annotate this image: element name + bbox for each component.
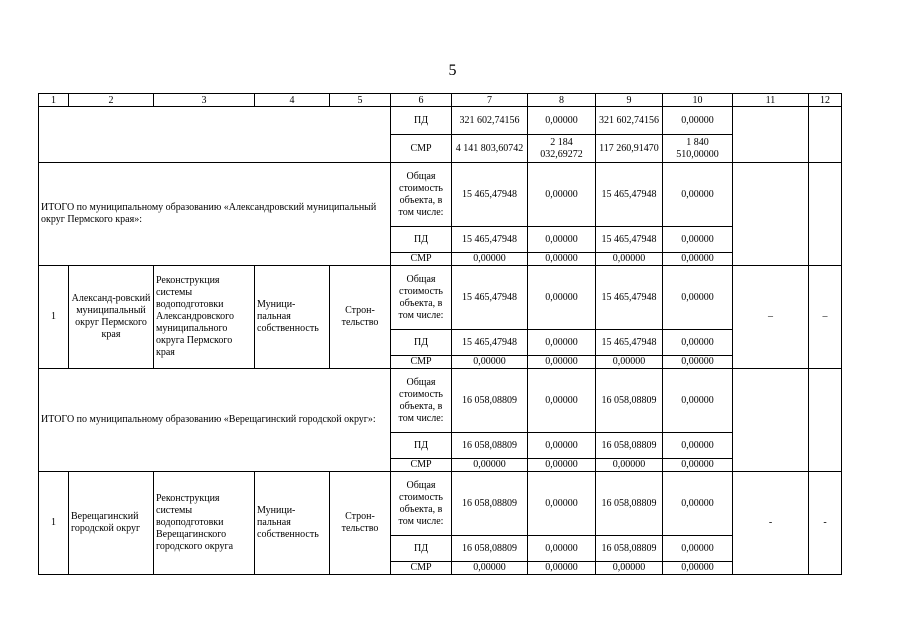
row-label: ПД xyxy=(391,107,452,135)
row-label: СМР xyxy=(391,459,452,472)
value-cell: 15 465,47948 xyxy=(452,163,528,227)
header-cell: 10 xyxy=(663,94,733,107)
row-label: Общая стоимость объекта, в том числе: xyxy=(391,369,452,433)
value-cell: 0,00000 xyxy=(452,562,528,575)
value-cell: 117 260,91470 xyxy=(596,135,663,163)
dash-cell: - xyxy=(733,472,809,575)
value-cell: 0,00000 xyxy=(452,356,528,369)
header-cell: 4 xyxy=(255,94,330,107)
value-cell: 0,00000 xyxy=(596,459,663,472)
value-cell: 15 465,47948 xyxy=(452,266,528,330)
total-title: ИТОГО по муниципальному образованию «Александровский муниципальный округ Пермского края»: xyxy=(39,163,391,266)
value-cell: 0,00000 xyxy=(663,472,733,536)
work-type: Строн-тельство xyxy=(330,266,391,369)
header-cell: 7 xyxy=(452,94,528,107)
value-cell: 0,00000 xyxy=(528,356,596,369)
value-cell: 0,00000 xyxy=(452,459,528,472)
value-cell: 0,00000 xyxy=(663,459,733,472)
row-number: 1 xyxy=(39,472,69,575)
empty-cell xyxy=(809,107,842,163)
value-cell: 0,00000 xyxy=(663,266,733,330)
value-cell: 0,00000 xyxy=(528,459,596,472)
value-cell: 16 058,08809 xyxy=(596,369,663,433)
row-label: СМР xyxy=(391,253,452,266)
value-cell: 0,00000 xyxy=(663,253,733,266)
row-label: ПД xyxy=(391,330,452,356)
value-cell: 1 840 510,00000 xyxy=(663,135,733,163)
header-cell: 5 xyxy=(330,94,391,107)
empty-cell xyxy=(39,107,391,163)
dash-cell: – xyxy=(809,266,842,369)
value-cell: 0,00000 xyxy=(528,163,596,227)
value-cell: 0,00000 xyxy=(596,253,663,266)
row-label: Общая стоимость объекта, в том числе: xyxy=(391,163,452,227)
page-number: 5 xyxy=(448,62,457,79)
object-name: Реконструкция системы водоподготовки Верещагинского городского округа xyxy=(154,472,255,575)
row-number: 1 xyxy=(39,266,69,369)
budget-table xyxy=(38,93,842,575)
value-cell: 0,00000 xyxy=(663,536,733,562)
value-cell: 0,00000 xyxy=(663,330,733,356)
header-cell: 6 xyxy=(391,94,452,107)
value-cell: 0,00000 xyxy=(528,433,596,459)
value-cell: 16 058,08809 xyxy=(596,433,663,459)
table-row xyxy=(39,472,842,536)
ownership-type: Муници-пальная собственность xyxy=(255,266,330,369)
row-label: СМР xyxy=(391,356,452,369)
empty-cell xyxy=(809,369,842,472)
value-cell: 0,00000 xyxy=(528,253,596,266)
total-title: ИТОГО по муниципальному образованию «Верещагинский городской округ»: xyxy=(39,369,391,472)
value-cell: 0,00000 xyxy=(663,433,733,459)
value-cell: 16 058,08809 xyxy=(452,536,528,562)
header-cell: 1 xyxy=(39,94,69,107)
value-cell: 0,00000 xyxy=(528,227,596,253)
value-cell: 0,00000 xyxy=(596,562,663,575)
value-cell: 15 465,47948 xyxy=(596,330,663,356)
table-row xyxy=(39,266,842,330)
dash-cell: – xyxy=(733,266,809,369)
header-row xyxy=(39,94,842,107)
empty-cell xyxy=(733,369,809,472)
dash-cell: - xyxy=(809,472,842,575)
row-label: СМР xyxy=(391,135,452,163)
header-cell: 8 xyxy=(528,94,596,107)
value-cell: 15 465,47948 xyxy=(596,227,663,253)
row-label: Общая стоимость объекта, в том числе: xyxy=(391,266,452,330)
value-cell: 0,00000 xyxy=(663,227,733,253)
value-cell: 15 465,47948 xyxy=(452,227,528,253)
value-cell: 0,00000 xyxy=(528,369,596,433)
empty-cell xyxy=(733,163,809,266)
header-cell: 12 xyxy=(809,94,842,107)
value-cell: 4 141 803,60742 xyxy=(452,135,528,163)
row-label: ПД xyxy=(391,227,452,253)
municipality-name: Верещагинский городской округ xyxy=(69,472,154,575)
empty-cell xyxy=(733,107,809,163)
value-cell: 0,00000 xyxy=(528,107,596,135)
value-cell: 0,00000 xyxy=(528,562,596,575)
row-label: ПД xyxy=(391,433,452,459)
row-label: Общая стоимость объекта, в том числе: xyxy=(391,472,452,536)
value-cell: 16 058,08809 xyxy=(596,536,663,562)
row-label: СМР xyxy=(391,562,452,575)
value-cell: 0,00000 xyxy=(452,253,528,266)
value-cell: 0,00000 xyxy=(528,266,596,330)
municipality-name: Александ-ровский муниципальный округ Пермского края xyxy=(69,266,154,369)
value-cell: 321 602,74156 xyxy=(596,107,663,135)
value-cell: 0,00000 xyxy=(663,107,733,135)
value-cell: 321 602,74156 xyxy=(452,107,528,135)
row-label: ПД xyxy=(391,536,452,562)
header-cell: 11 xyxy=(733,94,809,107)
header-cell: 3 xyxy=(154,94,255,107)
value-cell: 15 465,47948 xyxy=(596,163,663,227)
work-type: Строн-тельство xyxy=(330,472,391,575)
value-cell: 2 184 032,69272 xyxy=(528,135,596,163)
table-row xyxy=(39,107,842,135)
ownership-type: Муници-пальная собственность xyxy=(255,472,330,575)
value-cell: 15 465,47948 xyxy=(596,266,663,330)
value-cell: 0,00000 xyxy=(596,356,663,369)
value-cell: 0,00000 xyxy=(528,536,596,562)
value-cell: 16 058,08809 xyxy=(452,472,528,536)
value-cell: 16 058,08809 xyxy=(452,369,528,433)
value-cell: 0,00000 xyxy=(528,330,596,356)
value-cell: 16 058,08809 xyxy=(596,472,663,536)
header-cell: 9 xyxy=(596,94,663,107)
empty-cell xyxy=(809,163,842,266)
value-cell: 15 465,47948 xyxy=(452,330,528,356)
table-row xyxy=(39,369,842,433)
value-cell: 0,00000 xyxy=(528,472,596,536)
value-cell: 0,00000 xyxy=(663,356,733,369)
value-cell: 0,00000 xyxy=(663,562,733,575)
table-row xyxy=(39,163,842,227)
header-cell: 2 xyxy=(69,94,154,107)
value-cell: 16 058,08809 xyxy=(452,433,528,459)
value-cell: 0,00000 xyxy=(663,163,733,227)
object-name: Реконструкция системы водоподготовки Александровского муниципального округа Пермского края xyxy=(154,266,255,369)
value-cell: 0,00000 xyxy=(663,369,733,433)
